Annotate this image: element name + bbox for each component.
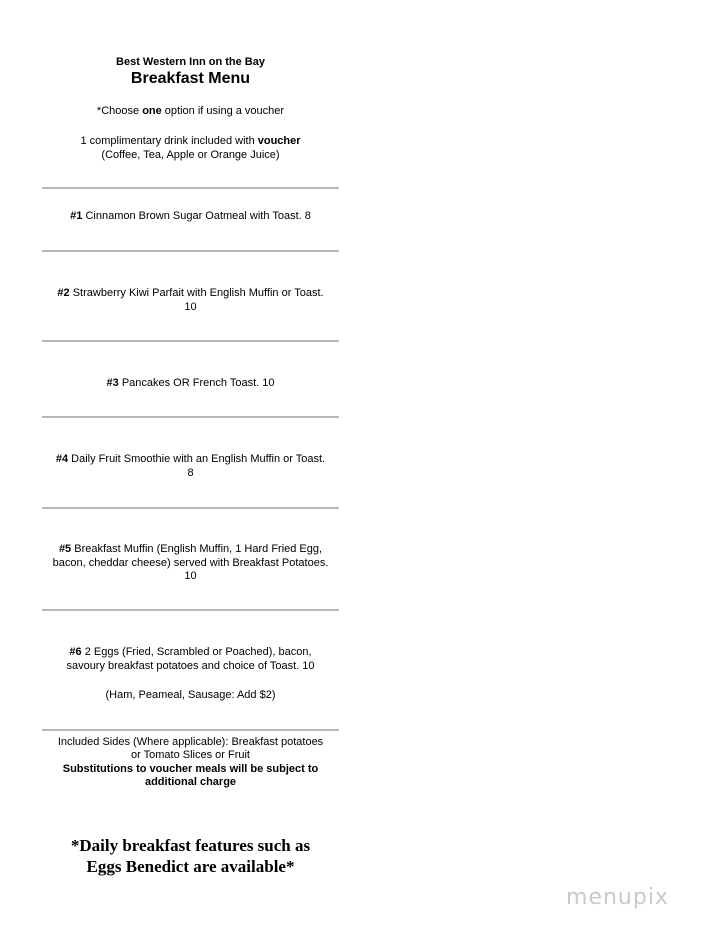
menu-title: Breakfast Menu [130,70,251,87]
item-text: Strawberry Kiwi Parfait with English Muffin or Toast. [69,287,324,299]
item-price: 10 [184,301,197,313]
divider [42,340,339,342]
divider [42,609,339,611]
drink-note-bold: voucher [257,135,301,147]
item-price: 10 [184,570,197,582]
divider [42,250,339,252]
item-number: #5 [58,543,72,555]
item-text-line2: bacon, cheddar cheese) served with Breakfast Potatoes. [52,557,329,569]
divider [42,729,339,731]
item-text: Pancakes OR French Toast. 10 [118,377,275,389]
voucher-note-pre: *Choose [96,105,143,117]
item-addon: (Ham, Peameal, Sausage: Add $2) [105,689,276,701]
item-number: #1 [70,210,83,222]
menu-item-4 [42,452,339,466]
substitution-note-line2: additional charge [144,776,237,788]
divider [42,507,339,509]
divider [42,187,339,189]
item-text-line2: savoury breakfast potatoes and choice of Toast. 10 [66,660,315,672]
voucher-note [42,104,339,118]
drink-options: (Coffee, Tea, Apple or Orange Juice) [101,149,280,161]
voucher-note-post: option if using a voucher [161,105,285,117]
item-price: 8 [187,467,194,479]
item-text: Breakfast Muffin (English Muffin, 1 Hard Fried Egg, [71,543,323,555]
item-text: Cinnamon Brown Sugar Oatmeal with Toast. 8 [82,210,311,222]
divider [42,416,339,418]
menu-item-1 [42,209,339,223]
item-number: #6 [69,646,82,658]
menu-item-2 [42,286,339,300]
features-line2: Eggs Benedict are available* [86,857,295,876]
voucher-note-bold: one [142,105,162,117]
sides-line2: or Tomato Slices or Fruit [130,749,250,761]
menu-item-6 [42,645,339,659]
item-number: #2 [57,287,70,299]
drink-note [42,134,339,148]
features-line1: *Daily breakfast features such as [70,836,311,855]
item-text: 2 Eggs (Fried, Scrambled or Poached), bacon, [81,646,312,658]
substitution-note-line1: Substitutions to voucher meals will be subject to [62,763,319,775]
menu-item-5 [42,542,339,556]
item-number: #3 [106,377,119,389]
item-number: #4 [55,453,69,465]
menupix-watermark: menupix [566,885,669,910]
item-text: Daily Fruit Smoothie with an English Muffin or Toast. [68,453,326,465]
menu-item-3 [42,376,339,390]
sides-line1: Included Sides (Where applicable): Breakfast potatoes [57,736,324,748]
hotel-name: Best Western Inn on the Bay [116,56,265,68]
drink-note-pre: 1 complimentary drink included with [80,135,258,147]
